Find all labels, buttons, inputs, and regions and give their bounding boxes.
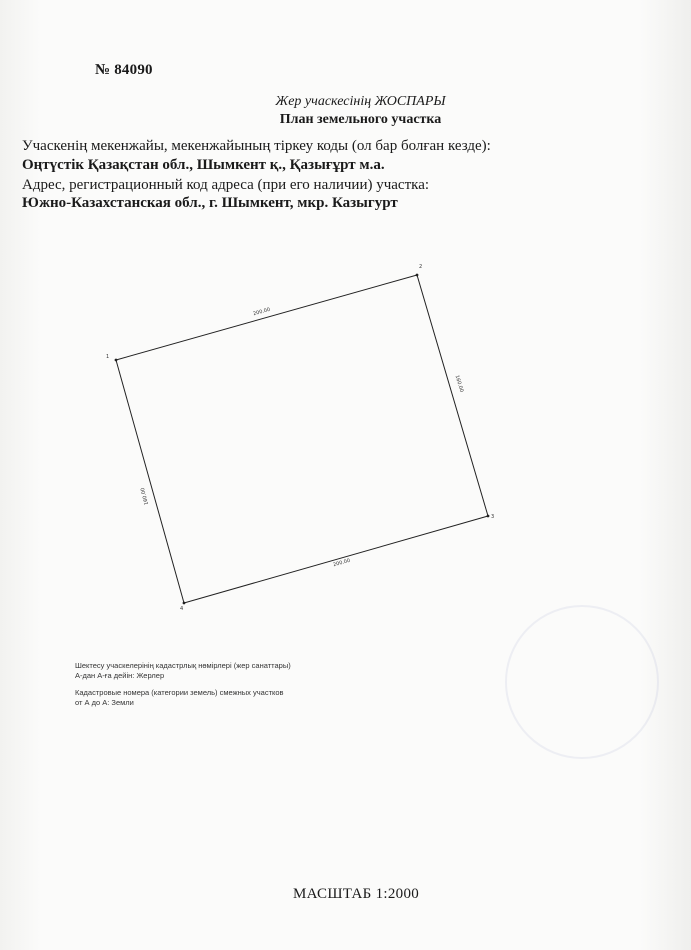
vertex-label-1: 1 xyxy=(106,354,110,360)
address-kz-label: Учаскенің мекенжайы, мекенжайының тіркеу коды (ол бар болған кезде): xyxy=(22,138,491,154)
legend-kz-line1: Шектесу учаскелерінің кадастрлық нөмірлері (жер санаттары) xyxy=(75,661,291,670)
vertex-marker-2 xyxy=(416,274,419,277)
edge-length-4-1: 160.00 xyxy=(140,487,151,506)
vertex-label-3: 3 xyxy=(491,514,495,520)
legend-kz-line2: А-дан А-ға дейін: Жерлер xyxy=(75,671,165,680)
address-ru-value: Южно-Казахстанская обл., г. Шымкент, мкр. Казыгурт xyxy=(22,195,398,211)
edge-length-1-2: 200.00 xyxy=(252,306,271,318)
address-ru-label: Адрес, регистрационный код адреса (при его наличии) участка: xyxy=(22,177,430,193)
edge-length-2-3: 160.00 xyxy=(453,374,465,393)
document-number: № 84090 xyxy=(95,62,153,78)
legend-ru-line2: от А до А: Земли xyxy=(75,698,134,707)
title-kazakh: Жер учаскесінің ЖОСПАРЫ xyxy=(275,94,446,109)
address-kz-value: Оңтүстік Қазақстан обл., Шымкент қ., Қазығұрт м.а. xyxy=(22,157,385,173)
map-scale: МАСШТАБ 1:2000 xyxy=(293,886,420,902)
edge-length-3-4: 200.00 xyxy=(332,557,351,569)
title-russian: План земельного участка xyxy=(279,112,442,127)
plot-boundary xyxy=(116,275,488,603)
vertex-marker-1 xyxy=(115,359,118,362)
legend-ru-line1: Кадастровые номера (категории земель) смежных участков xyxy=(75,688,284,697)
vertex-label-2: 2 xyxy=(419,264,423,270)
vertex-label-4: 4 xyxy=(180,606,184,612)
vertex-marker-3 xyxy=(487,515,490,518)
vertex-marker-4 xyxy=(183,602,186,605)
